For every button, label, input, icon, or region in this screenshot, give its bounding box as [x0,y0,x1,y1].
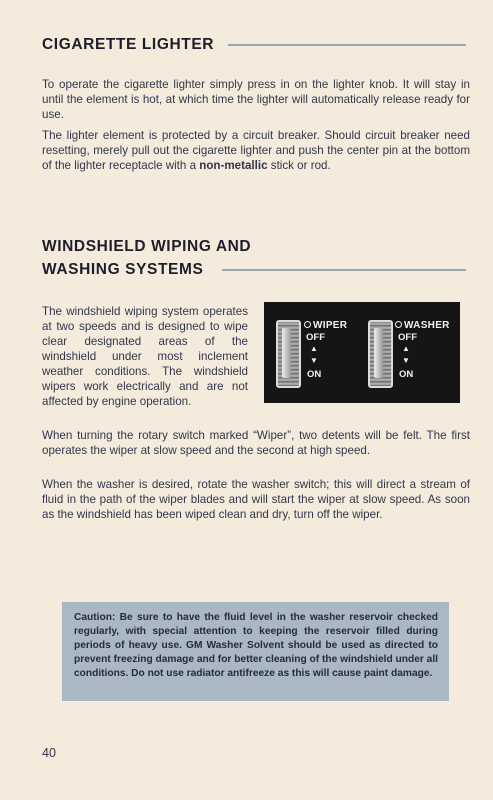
windshield-heading-line-1: WINDSHIELD WIPING AND [42,238,252,255]
washer-knob-icon [368,320,393,388]
wiping-paragraph-1: The windshield wiping system operates at two speeds and is designed to wipe clear designated areas of the windshield under most inclement weather conditions. The windshield wipers work electrically and are not affected by engine operation. [42,305,248,408]
wiper-switch-title [304,320,347,331]
lighter-paragraph-2 [42,128,470,173]
wiper-knob-icon [276,320,301,388]
gear-icon [395,321,402,328]
heading-rule [228,44,466,46]
heading-rule [222,269,466,271]
wiper-on-label: ON [307,369,322,380]
washer-label: WASHER [404,320,450,331]
gear-icon [304,321,311,328]
down-arrow-icon: ▼ [402,356,410,365]
washer-off-label: OFF [398,332,417,343]
wiper-off-label: OFF [306,332,325,343]
non-metallic-emphasis: non-metallic [199,159,268,172]
caution-box [62,602,449,701]
washer-on-label: ON [399,369,414,380]
up-arrow-icon: ▲ [402,344,410,353]
up-arrow-icon: ▲ [310,344,318,353]
washer-switch-title [395,320,450,331]
lighter-paragraph-1: To operate the cigarette lighter simply press in on the lighter knob. It will stay in until the element is hot, at which time the lighter will automatically release ready for use. [42,78,470,121]
wiping-paragraph-2: When turning the rotary switch marked “Wiper”, two detents will be felt. The first operates the wiper at slow speed and the second at high speed. [42,429,470,457]
down-arrow-icon: ▼ [310,356,318,365]
cigarette-lighter-heading: CIGARETTE LIGHTER [42,36,215,53]
lighter-paragraph-2-text: The lighter element is protected by a circuit breaker. Should circuit breaker need resetting, merely pull out the cigarette lighter and push the center pin at the bottom of the lighter receptacle with a [42,129,470,172]
wiping-paragraph-3: When the washer is desired, rotate the washer switch; this will direct a stream of fluid in the path of the wiper blades and will start the wiper at slow speed. As soon as the windshield has been wiped clean and dry, turn off the wiper. [42,478,470,521]
wiper-washer-switch-panel [264,302,460,403]
page-number: 40 [42,746,56,760]
windshield-heading-line-2: WASHING SYSTEMS [42,261,204,278]
wiper-label: WIPER [313,320,348,331]
caution-text: Caution: Be sure to have the fluid level in the washer reservoir checked regularly, with special attention to keeping the reservoir filled during periods of heavy use. GM Washer Solvent should be used as directed to prevent freezing damage and for better cleaning of the windshield under all conditions. Do not use radiator antifreeze as this will cause paint damage. [74,612,438,679]
lighter-paragraph-2-end: stick or rod. [267,159,331,172]
